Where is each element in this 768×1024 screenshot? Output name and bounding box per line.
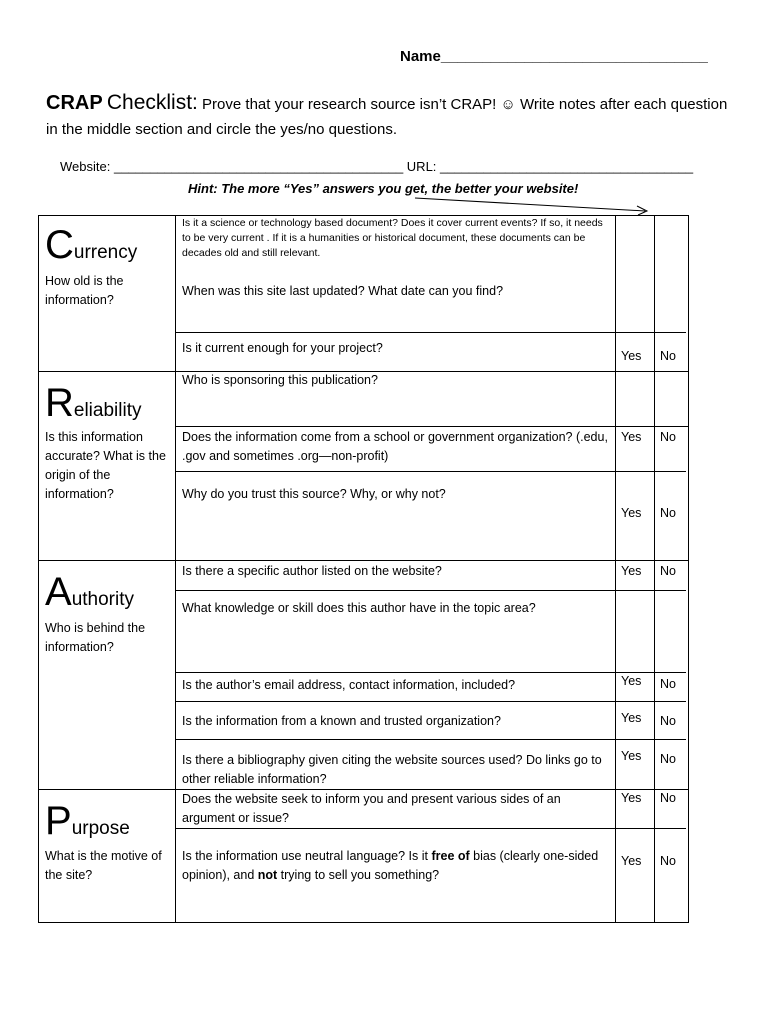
name-label: Name: [400, 48, 441, 65]
reliability-q3-yes[interactable]: Yes: [621, 506, 642, 520]
title-checklist: Checklist:: [106, 91, 198, 114]
name-blank: ________________________________: [440, 48, 708, 65]
purpose-q2: Is the information use neutral language? Is it free of bias (clearly one-sided opinion), and not trying to sell you something?: [182, 849, 599, 882]
authority-q4-yes[interactable]: Yes: [621, 711, 642, 725]
hint-text: Hint: The more “Yes” answers you get, the better your website!: [188, 181, 579, 196]
purpose-q1-yes[interactable]: Yes: [621, 791, 642, 805]
reliability-q2-no[interactable]: No: [660, 430, 676, 444]
authority-heading: Authority: [45, 570, 134, 614]
purpose-subtitle: What is the motive of the site?: [45, 849, 162, 882]
website-blank: ________________________________________: [113, 159, 404, 174]
authority-q1-yes[interactable]: Yes: [621, 564, 642, 578]
authority-q4-no[interactable]: No: [660, 714, 676, 728]
purpose-q1: Does the website seek to inform you and present various sides of an argument or issue?: [182, 792, 561, 825]
purpose-q1-no[interactable]: No: [660, 791, 676, 805]
authority-q3-yes[interactable]: Yes: [621, 674, 642, 688]
currency-heading: Currency: [45, 223, 138, 267]
authority-q1-no[interactable]: No: [660, 564, 676, 578]
purpose-heading: Purpose: [45, 799, 130, 843]
checklist-table: [38, 215, 689, 923]
reliability-heading: Reliability: [45, 381, 142, 425]
reliability-q3: Why do you trust this source? Why, or why not?: [182, 487, 446, 501]
authority-q5-yes[interactable]: Yes: [621, 749, 642, 763]
currency-q2: Is it current enough for your project?: [182, 341, 383, 355]
currency-q2-no[interactable]: No: [660, 349, 676, 363]
title-instructions: Prove that your research source isn’t CRAP! ☺ Write notes after each question in the middle section and circle the yes/no questions.: [46, 96, 728, 138]
authority-q2: What knowledge or skill does this author have in the topic area?: [182, 601, 536, 615]
reliability-q2: Does the information come from a school or government organization? (.edu, .gov and sometimes .org—non-profit): [182, 430, 608, 463]
website-label: Website:: [60, 159, 111, 174]
purpose-q2-yes[interactable]: Yes: [621, 854, 642, 868]
authority-subtitle: Who is behind the information?: [45, 621, 146, 654]
currency-intro: Is it a science or technology based document? Does it cover current events? If so, it needs to be very current . If it is a humanities or historical document, these documents can be decades old and still relevant.: [182, 217, 603, 259]
authority-q3: Is the author’s email address, contact information, included?: [182, 678, 516, 692]
authority-q5: Is there a bibliography given citing the website sources used? Do links go to other reliable information?: [182, 753, 602, 786]
authority-q3-no[interactable]: No: [660, 677, 676, 691]
purpose-q2-no[interactable]: No: [660, 854, 676, 868]
url-blank: ___________________________________: [440, 159, 694, 174]
reliability-q2-yes[interactable]: Yes: [621, 430, 642, 444]
url-label: URL:: [406, 159, 437, 174]
authority-q1: Is there a specific author listed on the website?: [182, 564, 442, 578]
currency-q2-yes[interactable]: Yes: [621, 349, 642, 363]
authority-q4: Is the information from a known and trusted organization?: [182, 714, 501, 728]
currency-q1: When was this site last updated? What date can you find?: [182, 284, 504, 298]
reliability-q1: Who is sponsoring this publication?: [182, 373, 378, 387]
title-crap: CRAP: [46, 92, 103, 114]
hint-arrow-icon: [0, 0, 768, 240]
reliability-subtitle: Is this information accurate? What is the origin of the information?: [45, 430, 166, 501]
reliability-q3-no[interactable]: No: [660, 506, 676, 520]
authority-q5-no[interactable]: No: [660, 752, 676, 766]
currency-subtitle: How old is the information?: [45, 274, 124, 307]
